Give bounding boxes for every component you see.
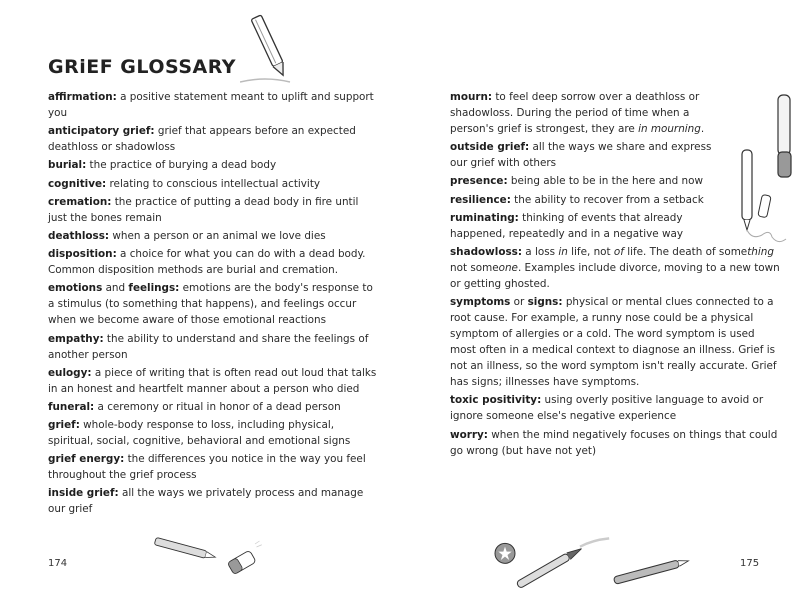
- glossary-term: funeral:: [48, 400, 95, 413]
- definition-text: the practice of putting a dead body in fire until just the bones remain: [48, 195, 359, 224]
- definition-text: one: [498, 261, 518, 274]
- glossary-term: resilience:: [450, 193, 511, 206]
- definition-text: a ceremony or ritual in honor of a dead person: [94, 400, 341, 413]
- definition-text: physical or mental clues connected to a root cause. For example, a runny nose could be a physical symptom of allergies or a cold. The word symptom is used most often in a medical context to diagnose an illness. Grief is not an illness, so the word symptom isn't really accurate. Grief has signs; illnesses have symptoms.: [450, 296, 777, 389]
- glossary-entry: [450, 173, 730, 189]
- glossary-term: symptoms: [450, 296, 511, 309]
- glossary-entry: [48, 417, 378, 449]
- definition-text: .: [700, 123, 705, 135]
- definition-text: of: [613, 245, 624, 258]
- definition-text: or: [510, 296, 528, 309]
- definition-text: in: [558, 245, 568, 258]
- glossary-term: mourn:: [450, 91, 493, 103]
- glossary-entry: [450, 244, 780, 292]
- definition-text: being able to be in the here and now: [507, 175, 703, 188]
- definition-text: and: [102, 282, 129, 295]
- glossary-entry: [48, 399, 378, 415]
- glossary-term: affirmation:: [48, 91, 117, 103]
- definition-text: the ability to recover from a setback: [510, 193, 704, 206]
- definition-text: thing: [747, 245, 774, 258]
- definition-text: grief that appears before an expected deathloss or shadowloss: [48, 125, 356, 154]
- definition-text: life, not: [567, 245, 614, 258]
- page-number: 175: [740, 558, 760, 569]
- page-number: 174: [48, 558, 68, 569]
- markers-doodle-icon: [738, 90, 796, 250]
- glossary-term: worry:: [450, 428, 488, 441]
- definition-text: emotions are the body's response to a stimulus (to something that happens), and feelings occur when we become aware of those emotional reactions: [48, 282, 373, 327]
- definition-text: the differences you notice in the way you feel throughout the grief process: [48, 453, 366, 482]
- glossary-term: ruminating:: [450, 211, 519, 224]
- glossary-list-right: [450, 89, 780, 461]
- glossary-entry: [48, 123, 378, 155]
- glossary-term: eulogy:: [48, 366, 92, 379]
- glossary-entry: [450, 392, 780, 424]
- definition-text: the practice of burying a dead body: [86, 159, 277, 172]
- paintbrush-and-pen-doodle-icon: [480, 535, 730, 595]
- definition-text: . Examples include divorce, moving to a new town or getting ghosted.: [450, 261, 780, 290]
- definition-text: life. The death of some: [623, 245, 748, 258]
- definition-text: when the mind negatively focuses on things that could go wrong (but have not yet): [450, 428, 778, 457]
- glossary-entry: [48, 246, 378, 278]
- glossary-entry: [450, 89, 730, 137]
- definition-text: whole-body response to loss, including physical, spiritual, social, cognitive, behavioral and emotional signs: [48, 419, 351, 448]
- glossary-list-left: [48, 89, 378, 520]
- glossary-term: grief energy:: [48, 453, 125, 466]
- glossary-entry: [48, 194, 378, 226]
- glossary-term: grief:: [48, 419, 80, 432]
- definition-text: in mourning: [638, 123, 701, 135]
- definition-text: a choice for what you can do with a dead body. Common disposition methods are burial and cremation.: [48, 248, 366, 277]
- glossary-entry: [450, 210, 730, 242]
- glossary-term: cognitive:: [48, 177, 107, 190]
- definition-text: relating to conscious intellectual activity: [106, 177, 321, 190]
- glossary-entry: [48, 485, 378, 517]
- definition-text: not some: [450, 261, 499, 274]
- right-page: [400, 0, 800, 600]
- glossary-entry: [48, 157, 378, 173]
- glossary-term: feelings:: [128, 282, 180, 295]
- glossary-term: presence:: [450, 175, 508, 188]
- definition-text: a loss: [522, 245, 559, 258]
- glossary-entry: [48, 228, 378, 244]
- page-title: GRiEF GLOSSARY: [48, 56, 237, 78]
- glossary-entry: [48, 280, 378, 328]
- glossary-term: toxic positivity:: [450, 394, 542, 407]
- glossary-term: burial:: [48, 159, 87, 172]
- definition-text: a piece of writing that is often read out loud that talks in an honest and heartfelt manner about a person who died: [48, 366, 377, 395]
- glossary-term: deathloss:: [48, 229, 110, 242]
- glossary-term: emotions: [48, 282, 103, 295]
- glossary-term: empathy:: [48, 332, 104, 345]
- definition-text: a positive statement meant to uplift and support you: [48, 91, 374, 119]
- definition-text: thinking of events that already happened, repeatedly and in a negative way: [450, 211, 683, 240]
- glossary-term: cremation:: [48, 195, 112, 208]
- definition-text: to feel deep sorrow over a deathloss or shadowloss. During the period of time when a person's grief is strongest, they are: [450, 91, 700, 135]
- glossary-entry: [48, 89, 378, 121]
- definition-text: all the ways we privately process and manage our grief: [48, 487, 364, 516]
- pen-and-eraser-doodle-icon: [150, 535, 270, 580]
- glossary-entry: [450, 192, 730, 208]
- definition-text: when a person or an animal we love dies: [109, 229, 326, 242]
- glossary-entry: [450, 427, 780, 459]
- glossary-term: disposition:: [48, 248, 117, 261]
- glossary-term: inside grief:: [48, 487, 119, 500]
- pencil-doodle-icon: [240, 6, 300, 86]
- glossary-entry: [48, 451, 378, 483]
- glossary-entry: [48, 176, 378, 192]
- glossary-term: anticipatory grief:: [48, 125, 155, 138]
- glossary-term: shadowloss:: [450, 245, 522, 258]
- definition-text: the ability to understand and share the feelings of another person: [48, 332, 369, 361]
- glossary-term: signs:: [527, 296, 563, 309]
- glossary-term: outside grief:: [450, 141, 530, 154]
- definition-text: using overly positive language to avoid or ignore someone else's negative experience: [450, 394, 764, 423]
- glossary-entry: [450, 294, 780, 390]
- glossary-entry: [48, 365, 378, 397]
- glossary-entry: [450, 139, 730, 171]
- definition-text: all the ways we share and express our grief with others: [450, 141, 712, 170]
- glossary-entry: [48, 331, 378, 363]
